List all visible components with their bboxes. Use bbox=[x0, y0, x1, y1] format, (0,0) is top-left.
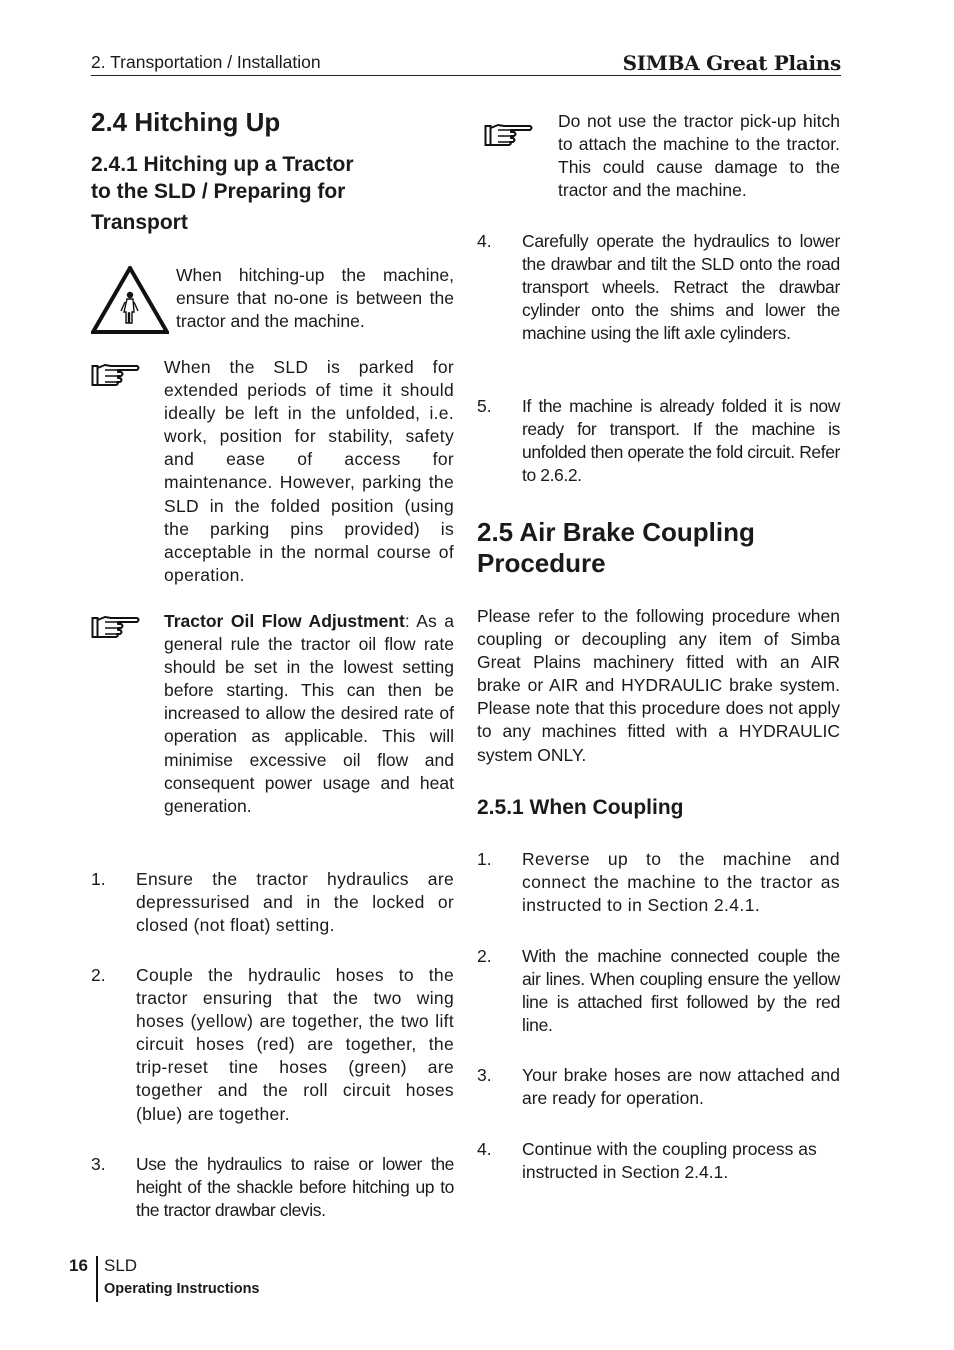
pointing-hand-icon bbox=[484, 122, 534, 153]
list-item-number: 3. bbox=[477, 1065, 492, 1085]
pointing-hand-icon bbox=[91, 614, 141, 645]
list-item-number: 4. bbox=[477, 231, 492, 251]
list-item-text: Ensure the tractor hydraulics are depressurised and in the locked or closed (not float) setting. bbox=[136, 869, 454, 936]
list-item-text: With the machine connected couple the air lines. When coupling ensure the yellow line is attached first followed by the red line. bbox=[522, 946, 840, 1036]
list-item-text: Your brake hoses are now attached and are ready for operation. bbox=[522, 1065, 840, 1109]
subsection-heading-line-2: to the SLD / Preparing for bbox=[91, 180, 346, 203]
pointing-hand-icon bbox=[91, 362, 141, 393]
list-item-number: 1. bbox=[91, 869, 106, 889]
air-brake-intro: Please refer to the following procedure when coupling or decoupling any item of Simba Great Plains machinery fitted with an AIR brake or AIR and HYDRAULIC brake system. Please note that this procedure does not apply to any machines fitted with a HYDRAULIC system ONLY. bbox=[477, 606, 840, 765]
section-heading-2-5-line-2: Procedure bbox=[477, 548, 606, 578]
list-item-number: 4. bbox=[477, 1139, 492, 1159]
footer-divider bbox=[96, 1256, 98, 1302]
list-item-number: 2. bbox=[91, 965, 106, 985]
list-item-text: Carefully operate the hydraulics to lower the drawbar and tilt the SLD onto the road transport wheels. Retract the drawbar cylinder onto the shims and lower the machine using the lift axle cylinders. bbox=[522, 231, 840, 344]
list-item-text: Couple the hydraulic hoses to the tractor ensuring that the two wing hoses (yellow) are together, the two lift circuit hoses (red) are together, the trip-reset tine hoses (green) are together and the roll circuit hoses (blue) are together. bbox=[136, 965, 454, 1124]
list-item-text: If the machine is already folded it is now ready for transport. If the machine is unfolded then operate the fold circuit. Refer to 2.6.2. bbox=[522, 396, 840, 486]
list-item-number: 3. bbox=[91, 1154, 106, 1174]
footer-model: SLD bbox=[104, 1256, 138, 1275]
parking-note-text: When the SLD is parked for extended periods of time it should ideally be left in the unfolded, i.e. work, position for stability, safety and ease of access for maintenance. However, parking the SLD in the folded position (using the parking pins provided) is acceptable in the normal course of operation. bbox=[164, 357, 454, 585]
list-item-number: 5. bbox=[477, 396, 492, 416]
page-number: 16 bbox=[69, 1256, 88, 1275]
brand-logo-text: SIMBA Great Plains bbox=[622, 51, 841, 75]
list-item-number: 2. bbox=[477, 946, 492, 966]
pickup-hitch-note: Do not use the tractor pick-up hitch to attach the machine to the tractor. This could cause damage to the tractor and the machine. bbox=[558, 111, 840, 201]
list-item-text: Reverse up to the machine and connect the machine to the tractor as instructed to in Section 2.4.1. bbox=[522, 849, 840, 916]
subsection-heading-2-5-1: 2.5.1 When Coupling bbox=[477, 796, 684, 819]
oil-flow-note-title: Tractor Oil Flow Adjustment bbox=[164, 611, 405, 631]
list-item-text: Continue with the coupling process as instructed in Section 2.4.1. bbox=[522, 1139, 817, 1183]
oil-flow-note-body: : As a general rule the tractor oil flow rate should be set in the lowest setting before starting. This can then be increased to allow the desired rate of operation as applicable. This will minimise excessive oil flow and consequent power usage and heat generation. bbox=[164, 611, 454, 816]
list-item-number: 1. bbox=[477, 849, 492, 869]
running-header-section: 2. Transportation / Installation bbox=[91, 52, 321, 72]
footer-subtitle: Operating Instructions bbox=[104, 1281, 260, 1297]
subsection-heading-line-1: 2.4.1 Hitching up a Tractor bbox=[91, 153, 354, 176]
list-item-text: Use the hydraulics to raise or lower the height of the shackle before hitching up to the tractor drawbar clevis. bbox=[136, 1154, 454, 1221]
section-heading-2-4: 2.4 Hitching Up bbox=[91, 107, 281, 137]
subsection-heading-line-3: Transport bbox=[91, 211, 188, 234]
header-divider bbox=[91, 75, 841, 76]
warning-triangle-icon bbox=[91, 266, 169, 339]
section-heading-2-5-line-1: 2.5 Air Brake Coupling bbox=[477, 517, 755, 547]
oil-flow-note bbox=[164, 610, 454, 818]
warning-text: When hitching-up the machine, ensure that no-one is between the tractor and the machine. bbox=[176, 265, 454, 332]
